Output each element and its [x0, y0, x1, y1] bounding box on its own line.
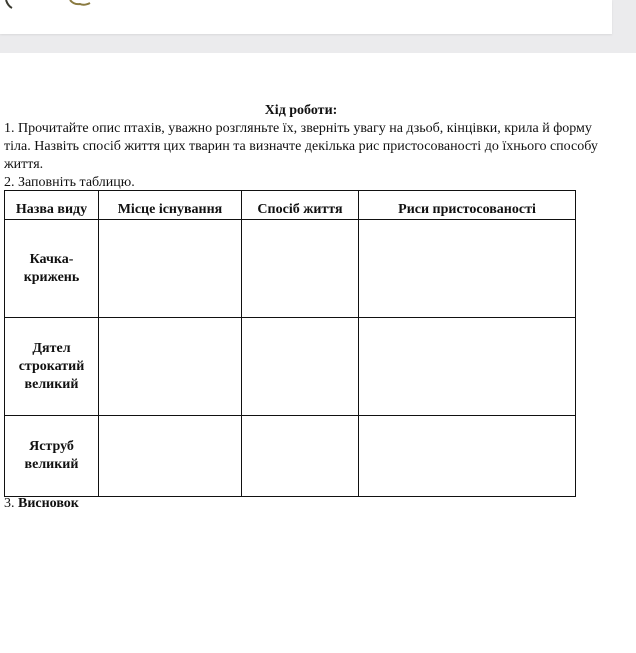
document-page: [0, 53, 636, 653]
lifestyle-cell[interactable]: [242, 220, 359, 318]
previous-page: [0, 0, 612, 34]
species-name-line: Качка-: [29, 251, 74, 267]
table-header-row: [5, 191, 576, 220]
fill-in-table: [4, 190, 576, 497]
instructions: [4, 120, 602, 192]
species-name-line: крижень: [23, 269, 80, 285]
column-header-adaptations: Риси пристосованості: [359, 191, 576, 220]
species-name-line: великий: [24, 376, 79, 392]
step-2-text: 2. Заповніть таблицю.: [4, 175, 135, 190]
species-name-line: Яструб: [29, 439, 74, 454]
lifestyle-cell[interactable]: [242, 416, 359, 497]
species-name-cell: [5, 416, 99, 497]
habitat-cell[interactable]: [99, 220, 242, 318]
table-row: [5, 220, 576, 318]
adaptations-cell[interactable]: [359, 318, 576, 416]
habitat-cell[interactable]: [99, 416, 242, 497]
table-row: [5, 318, 576, 416]
column-header-habitat: Місце існування: [99, 191, 242, 220]
species-name-line: великий: [24, 457, 79, 472]
section-heading: Хід роботи:: [264, 103, 338, 118]
step-1-text: 1. Прочитайте опис птахів, уважно розгляньте їх, зверніть увагу на дзьоб, кінцівки, крила й форму тіла. Назвіть спосіб життя цих тварин та визначте декілька рис пристосованості до їхнього способу життя.: [4, 121, 598, 172]
step-3-number: 3.: [4, 496, 15, 511]
habitat-cell[interactable]: [99, 318, 242, 416]
species-name-cell: [5, 220, 99, 318]
species-name-cell: [5, 318, 99, 416]
species-name-line: Дятел: [32, 340, 71, 356]
step-3-conclusion: [4, 496, 79, 512]
lifestyle-cell[interactable]: [242, 318, 359, 416]
column-header-species: Назва виду: [5, 191, 99, 220]
adaptations-cell[interactable]: [359, 220, 576, 318]
conclusion-label: Висновок: [18, 496, 79, 511]
illustration-fragment: [0, 0, 100, 10]
column-header-lifestyle: Спосіб життя: [242, 191, 359, 220]
adaptations-cell[interactable]: [359, 416, 576, 497]
species-name-line: строкатий: [18, 358, 85, 374]
table-row: [5, 416, 576, 497]
